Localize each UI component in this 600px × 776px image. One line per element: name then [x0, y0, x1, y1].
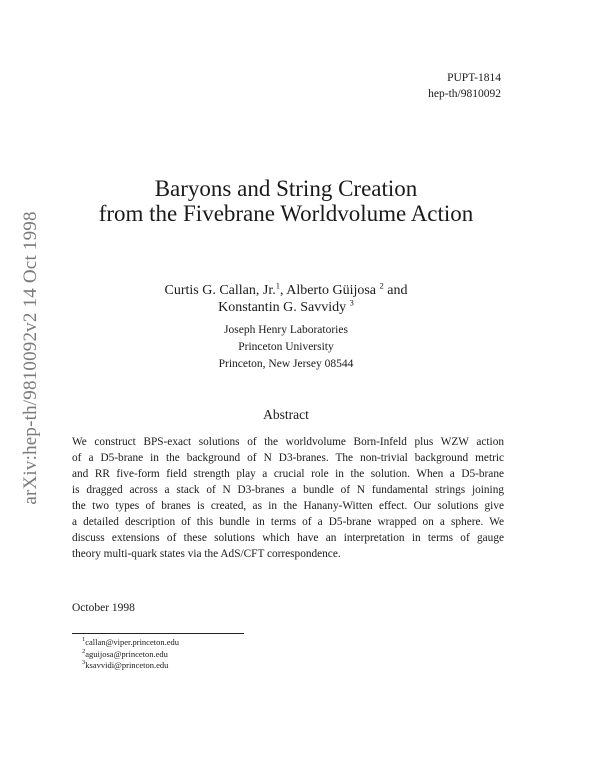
abstract-line: is dragged across a stack of N D3-branes a bundle of N fundamental strings joining [72, 484, 504, 496]
author-line-2 [0, 299, 572, 316]
paper-title [0, 176, 572, 226]
abstract-line: the two types of branes is created, as in the Hanany-Witten effect. Our solutions give [72, 500, 504, 512]
footnote-1-email: callan@viper.princeton.edu [85, 637, 179, 647]
abstract-text [72, 434, 504, 562]
abstract-line: theory multi-quark states via the AdS/CFT correspondence. [72, 548, 341, 560]
footnote-rule [72, 633, 244, 634]
abstract-heading: Abstract [263, 407, 309, 422]
author-and: and [383, 283, 408, 298]
affiliation-city: Princeton, New Jersey 08544 [218, 358, 354, 370]
footnote-3-email: ksavvidi@princeton.edu [85, 660, 169, 670]
author-line-1 [0, 282, 572, 299]
report-number: PUPT-1814 [447, 72, 501, 84]
footnote-2 [82, 649, 179, 661]
affiliation-university: Princeton University [238, 341, 334, 353]
abstract-line: We construct BPS-exact solutions of the worldvolume Born-Infeld plus WZW action [72, 436, 504, 448]
footnote-mark-2: 2 [379, 280, 384, 291]
abstract-line: of a D5-brane in the background of N D3-branes. The non-trivial background metric [72, 452, 504, 464]
abstract-line: a detailed description of this bundle in terms of a D5-brane wrapped on a sphere. We [72, 516, 504, 528]
footnote-1-mark: 1 [82, 636, 86, 644]
footnote-2-email: aguijosa@princeton.edu [85, 648, 168, 659]
preprint-numbers [428, 70, 501, 102]
title-line-2: from the Fivebrane Worldvolume Action [98, 201, 474, 226]
abstract-line: and RR five-form field strength play a crucial role in the solution. When a D5-brane [72, 468, 504, 480]
affiliation [0, 322, 572, 373]
footnote-mark-3: 3 [349, 297, 354, 308]
paper-date: October 1998 [72, 602, 135, 614]
affiliation-lab: Joseph Henry Laboratories [224, 324, 348, 336]
author-callan: Curtis G. Callan, Jr. [164, 283, 276, 298]
arxiv-id: hep-th/9810092 [428, 88, 501, 100]
footnote-3-mark: 3 [82, 659, 86, 667]
footnote-1 [82, 637, 179, 649]
footnotes [82, 637, 179, 672]
footnote-2-mark: 2 [82, 647, 86, 655]
footnote-3 [82, 660, 179, 672]
author-savvidy: Konstantin G. Savvidy [218, 300, 350, 315]
abstract-line: discuss extensions of these solutions which have an interpretation in terms of gauge [72, 532, 504, 544]
author-list [0, 282, 572, 316]
author-separator: , [279, 283, 287, 298]
footnote-mark-1: 1 [275, 280, 280, 291]
title-line-1: Baryons and String Creation [154, 176, 418, 201]
author-guijosa: Alberto Güijosa [286, 283, 380, 298]
arxiv-stamp: arXiv:hep-th/9810092v2 14 Oct 1998 [20, 211, 41, 505]
